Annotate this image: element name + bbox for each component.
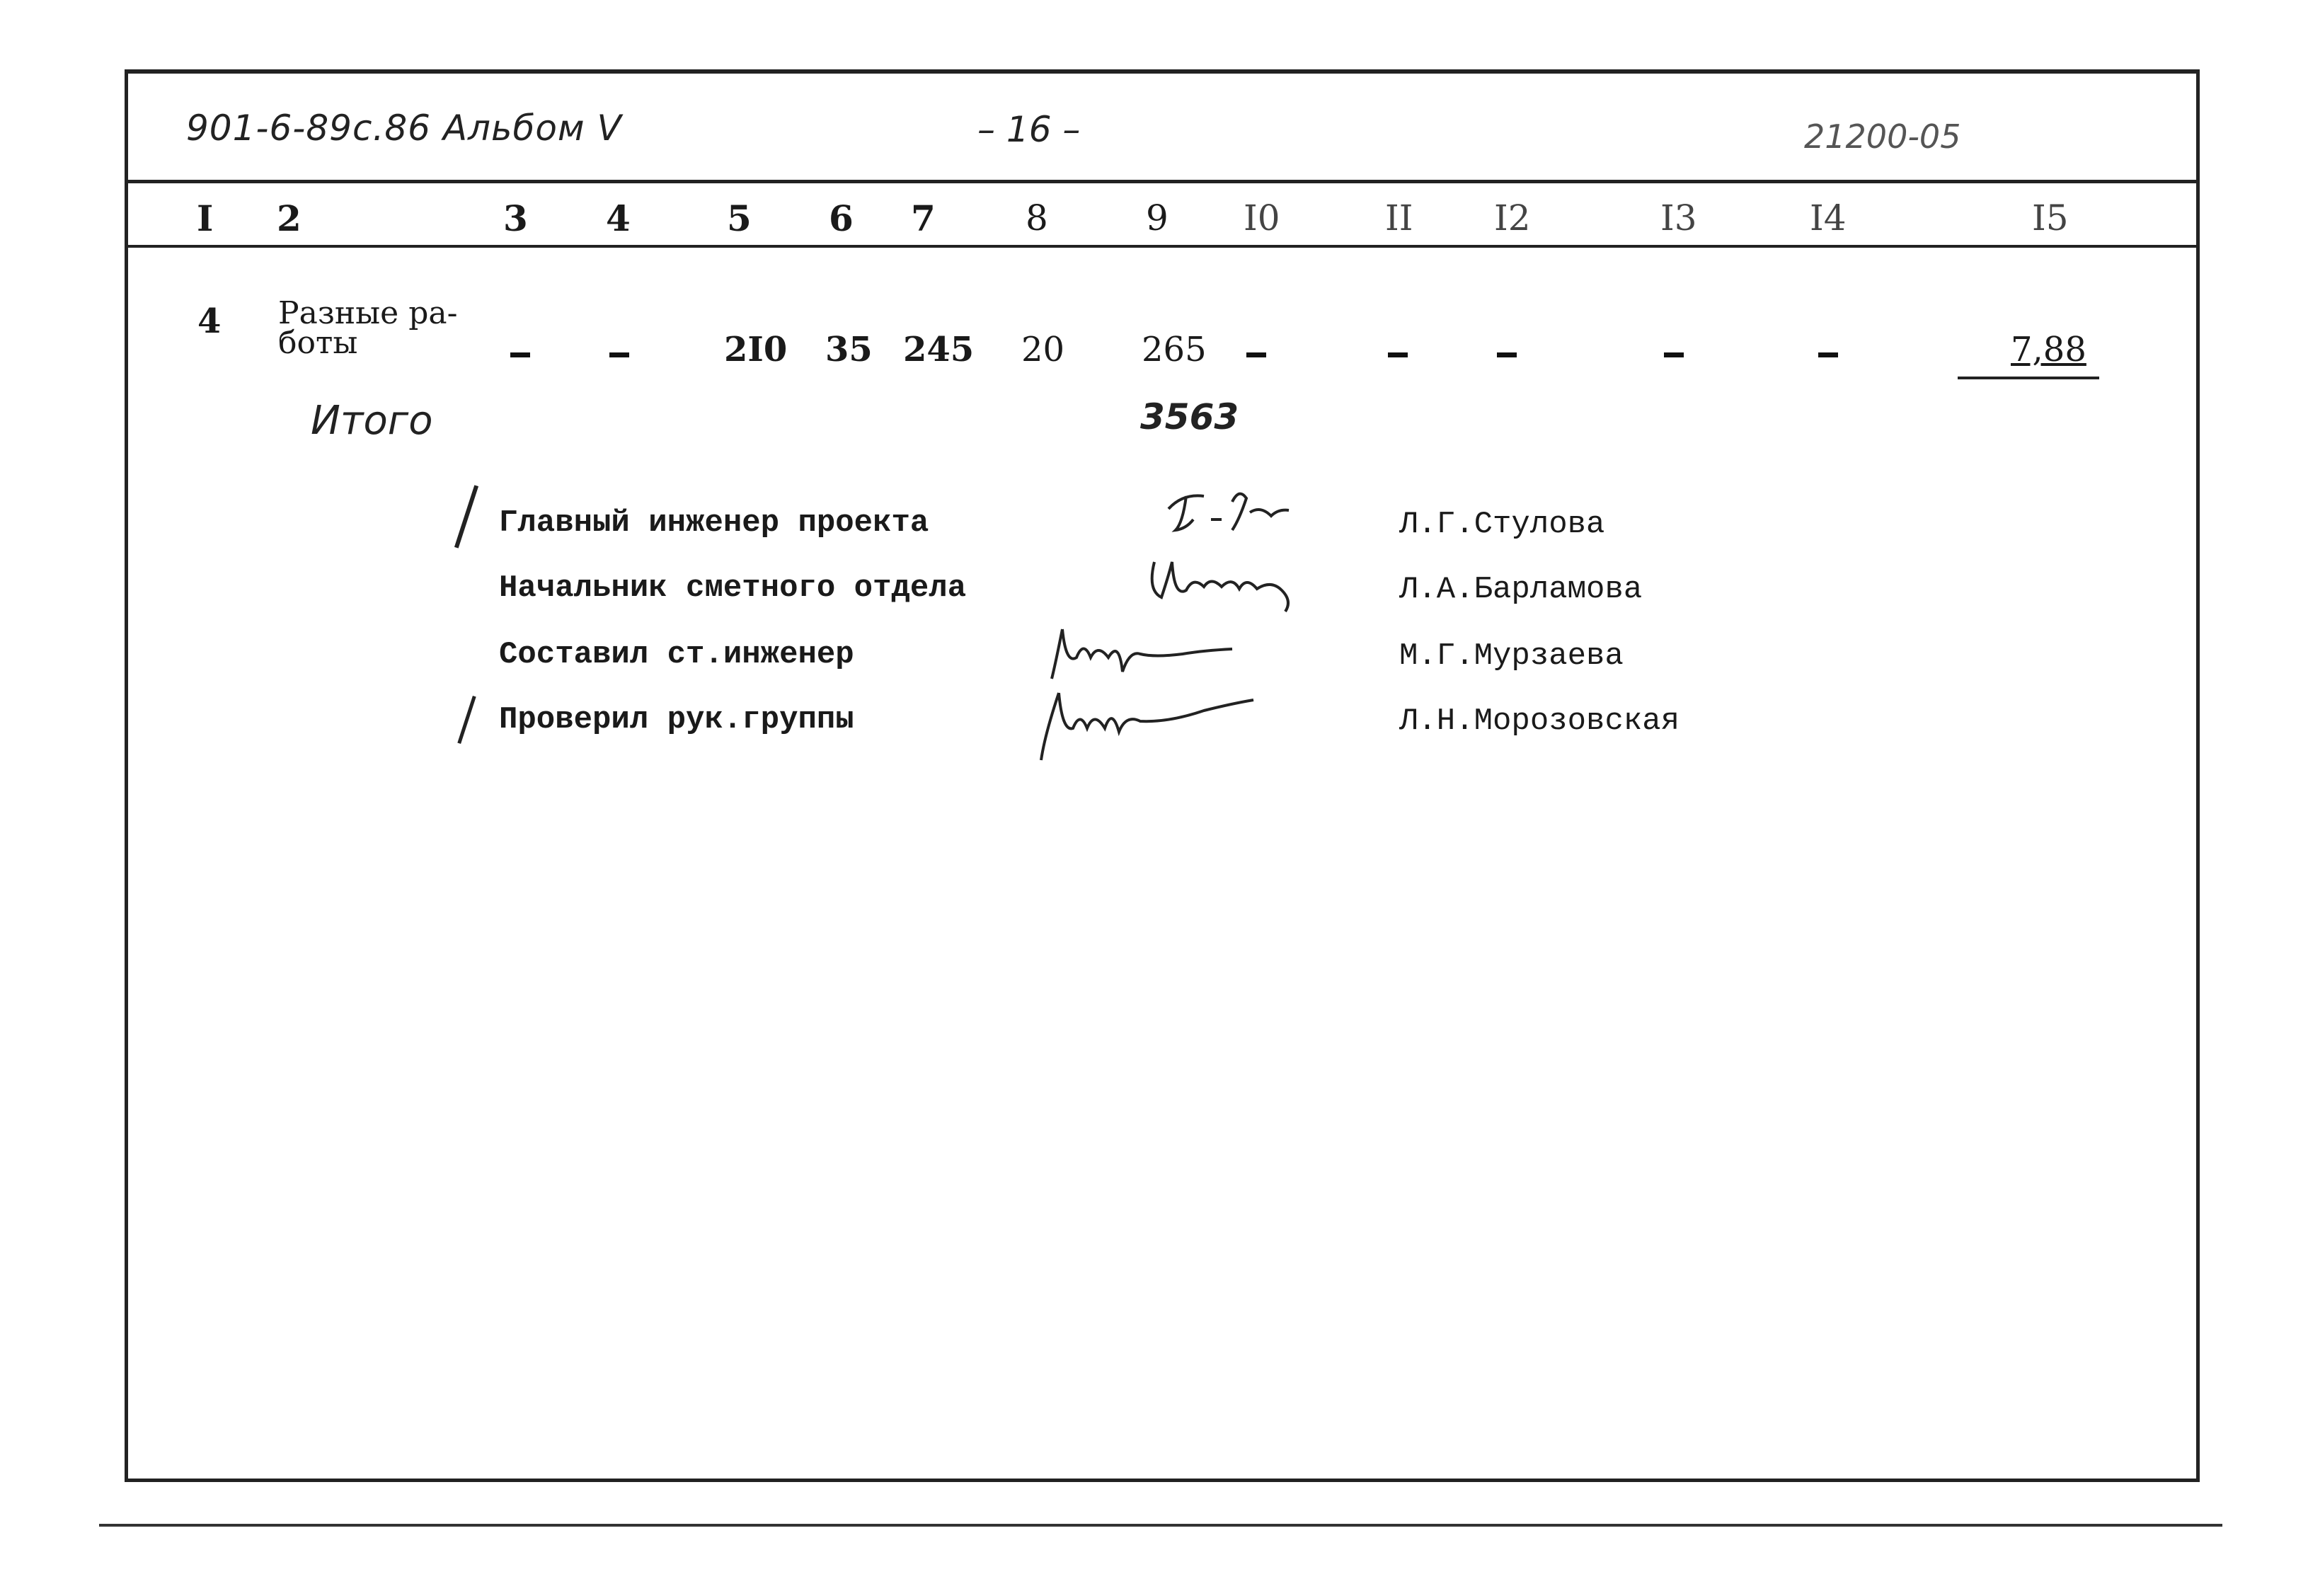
margin-tick <box>454 485 478 548</box>
cell-c15-underline <box>1958 377 2099 379</box>
signature-1-icon <box>1154 481 1310 558</box>
sig-title-estimate-head: Начальник сметного отдела <box>499 570 967 606</box>
header-rule-top <box>128 180 2196 183</box>
sig-name-checker: Л.Н.Морозовская <box>1399 704 1680 739</box>
cell-c9: 265 <box>1142 330 1207 369</box>
sig-title-checker: Проверил рук.группы <box>499 702 854 737</box>
margin-tick <box>457 696 476 744</box>
cell-dash <box>1818 352 1838 357</box>
cell-dash <box>1388 352 1408 357</box>
col-header: 3 <box>503 197 528 239</box>
col-header: I5 <box>2032 197 2069 239</box>
row-name-line1: Разные ра- <box>278 295 458 331</box>
col-header: I2 <box>1494 197 1531 239</box>
total-label: Итого <box>311 398 433 444</box>
cell-dash <box>1246 352 1266 357</box>
cell-dash <box>1664 352 1684 357</box>
page-number: – 16 – <box>977 109 1081 150</box>
col-header: 5 <box>727 197 752 239</box>
cell-dash <box>609 352 629 357</box>
col-header: I3 <box>1660 197 1697 239</box>
sig-title-compiler: Составил ст.инженер <box>499 637 854 672</box>
col-header: 8 <box>1026 197 1048 239</box>
row-name <box>278 295 458 361</box>
header-rule-bottom <box>128 245 2196 248</box>
signature-2-icon <box>1140 548 1324 626</box>
total-value: 3563 <box>1140 396 1239 437</box>
sig-name-estimate-head: Л.А.Барламова <box>1399 572 1643 607</box>
sig-title-chief-engineer: Главный инженер проекта <box>499 505 929 541</box>
table-frame <box>125 69 2200 1482</box>
document-number: 21200-05 <box>1804 117 1961 156</box>
col-header: 2 <box>277 197 302 239</box>
col-header: II <box>1385 197 1413 239</box>
document-code: 901-6-89c.86 Альбом V <box>186 108 622 149</box>
cell-c5: 2I0 <box>724 330 788 369</box>
col-header: I4 <box>1810 197 1847 239</box>
cell-c8: 20 <box>1021 330 1065 369</box>
signature-4-icon <box>1027 679 1268 771</box>
row-name-line2: боты <box>278 325 358 361</box>
cell-dash <box>1497 352 1517 357</box>
col-header: I0 <box>1244 197 1280 239</box>
sig-name-chief-engineer: Л.Г.Стулова <box>1399 507 1605 542</box>
cell-c6: 35 <box>825 330 873 369</box>
col-header: I <box>197 197 214 239</box>
col-header: 7 <box>911 197 936 239</box>
sig-name-compiler: М.Г.Мурзаева <box>1399 638 1624 674</box>
cell-c7: 245 <box>903 330 975 369</box>
cell-dash <box>510 352 530 357</box>
page-bottom-rule <box>99 1524 2222 1527</box>
col-header: 4 <box>606 197 631 239</box>
cell-c15: 7,88 <box>2011 330 2086 369</box>
col-header: 9 <box>1146 197 1169 239</box>
row-number: 4 <box>197 302 222 341</box>
col-header: 6 <box>829 197 854 239</box>
